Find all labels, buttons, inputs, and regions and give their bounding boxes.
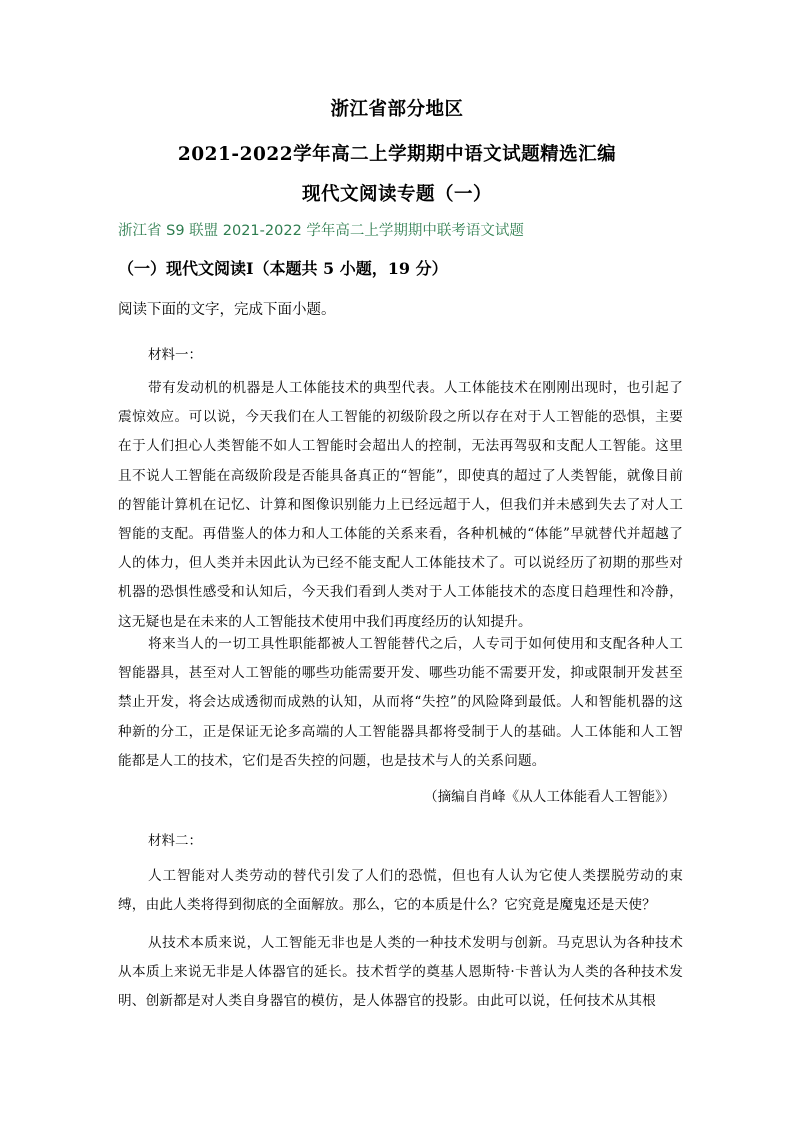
- document-title-line2: 2021-2022学年高二上学期期中语文试题精选汇编: [177, 144, 617, 165]
- material2-paragraph: 人工智能对人类劳动的替代引发了人们的恐慌，但也有人认为它使人类摆脱劳动的束缚，由此人类将得到彻底的全面解放。那么，它的本质是什么？它究竟是魔鬼还是天使？: [118, 868, 683, 914]
- material2-paragraph: 从技术本质来说，人工智能无非也是人类的一种技术发明与创新。马克思认为各种技术从本质上来说无非是人体器官的延长。技术哲学的奠基人恩斯特·卡普认为人类的各种技术发明、创新都是对人类自身器官的模仿，是人体器官的投影。由此可以说，任何技术从其根: [118, 935, 683, 1010]
- material1-label: 材料一：: [148, 347, 202, 363]
- material1-citation: （摘编自肖峰《从人工体能看人工智能》）: [424, 789, 676, 805]
- document-title-line3: 现代文阅读专题（一）: [301, 184, 492, 205]
- section-heading: （一）现代文阅读Ⅰ（本题共 5 小题，19 分）: [118, 259, 448, 278]
- material1-paragraph: 带有发动机的机器是人工体能技术的典型代表。人工体能技术在刚刚出现时，也引起了震惊效应。可以说，今天我们在人工智能的初级阶段之所以存在对于人工智能的恐惧，主要在于人们担心人类智能不如人工智能时会超出人的控制，无法再驾驭和支配人工智能。这里且不说人工智能在高级阶段是否能具备真正的“智能”，即使真的超过了人类智能，就像目前的智能计算机在记忆、计算和图像识别能力上已经远超于人，但我们并未感到失去了对人工智能的支配。再借鉴人的体力和人工体能的关系来看，各种机械的“体能”早就替代并超越了人的体力，但人类并未因此认为已经不能支配人工体能技术了。可以说经历了初期的那些对机器的恐惧性感受和认知后，今天我们看到人类对于人工体能技术的态度日趋理性和冷静，这无疑也是在未来的人工智能技术使用中我们再度经历的认知提升。: [118, 380, 683, 630]
- reading-instruction: 阅读下面的文字，完成下面小题。: [118, 302, 336, 318]
- document-title-line1: 浙江省部分地区: [330, 99, 464, 120]
- exam-source-link[interactable]: 浙江省 S9 联盟 2021-2022 学年高二上学期期中联考语文试题: [118, 223, 524, 239]
- material1-paragraph: 将来当人的一切工具性职能都被人工智能替代之后，人专司于如何使用和支配各种人工智能器具，甚至对人工智能的哪些功能需要开发、哪些功能不需要开发，抑或限制开发甚至禁止开发，将会达成透彻而成熟的认知，从而将“失控”的风险降到最低。人和智能机器的这种新的分工，正是保证无论多高端的人工智能器具都将受制于人的基础。人工体能和人工智能都是人工的技术，它们是否失控的问题，也是技术与人的关系问题。: [118, 636, 683, 769]
- material2-label: 材料二：: [148, 833, 202, 849]
